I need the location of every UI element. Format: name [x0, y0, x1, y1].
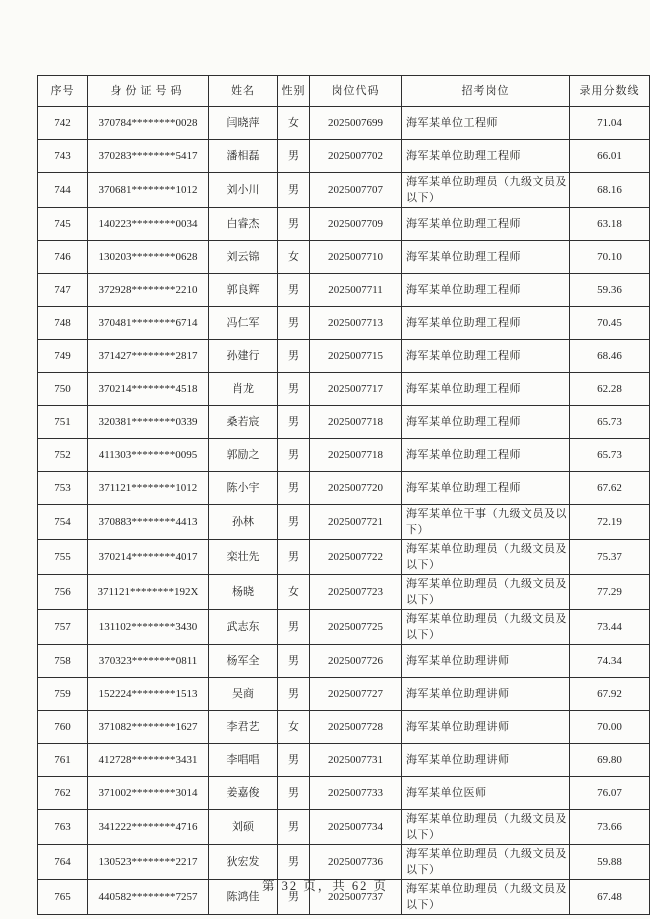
cell-position_code: 2025007718: [310, 406, 402, 439]
cell-name: 陈鸿佳: [209, 880, 278, 915]
column-header-gender: 性别: [278, 76, 310, 107]
cell-index: 746: [38, 241, 88, 274]
column-header-position: 招考岗位: [402, 76, 570, 107]
cell-position_code: 2025007728: [310, 711, 402, 744]
cell-position_code: 2025007721: [310, 505, 402, 540]
cell-score: 66.01: [570, 140, 650, 173]
cell-name: 陈小宇: [209, 472, 278, 505]
cell-position_code: 2025007702: [310, 140, 402, 173]
cell-id_number: 440582********7257: [88, 880, 209, 915]
cell-gender: 男: [278, 505, 310, 540]
cell-score: 68.16: [570, 173, 650, 208]
cell-name: 闫晓萍: [209, 107, 278, 140]
cell-score: 74.34: [570, 645, 650, 678]
cell-score: 73.66: [570, 810, 650, 845]
cell-id_number: 370323********0811: [88, 645, 209, 678]
cell-position_code: 2025007720: [310, 472, 402, 505]
table-row: [38, 845, 650, 880]
cell-position_code: 2025007734: [310, 810, 402, 845]
cell-index: 753: [38, 472, 88, 505]
cell-index: 757: [38, 610, 88, 645]
cell-id_number: 371082********1627: [88, 711, 209, 744]
cell-name: 武志东: [209, 610, 278, 645]
cell-position_code: 2025007711: [310, 274, 402, 307]
cell-gender: 男: [278, 406, 310, 439]
cell-position_code: 2025007723: [310, 575, 402, 610]
cell-gender: 男: [278, 340, 310, 373]
cell-index: 751: [38, 406, 88, 439]
cell-id_number: 152224********1513: [88, 678, 209, 711]
cell-id_number: 371427********2817: [88, 340, 209, 373]
cell-name: 李君艺: [209, 711, 278, 744]
cell-gender: 男: [278, 439, 310, 472]
table-row: [38, 274, 650, 307]
table-row: [38, 439, 650, 472]
table-row: [38, 340, 650, 373]
table-row: [38, 173, 650, 208]
cell-position: 海军某单位助理工程师: [402, 208, 570, 241]
table-row: [38, 810, 650, 845]
cell-name: 刘小川: [209, 173, 278, 208]
cell-position: 海军某单位助理讲师: [402, 744, 570, 777]
cell-position: 海军某单位助理工程师: [402, 439, 570, 472]
cell-name: 孙建行: [209, 340, 278, 373]
cell-score: 70.45: [570, 307, 650, 340]
table-row: [38, 241, 650, 274]
cell-score: 70.10: [570, 241, 650, 274]
cell-gender: 女: [278, 711, 310, 744]
column-header-index: 序号: [38, 76, 88, 107]
cell-gender: 女: [278, 241, 310, 274]
cell-index: 764: [38, 845, 88, 880]
cell-position: 海军某单位助理讲师: [402, 645, 570, 678]
cell-score: 63.18: [570, 208, 650, 241]
cell-id_number: 131102********3430: [88, 610, 209, 645]
cell-gender: 女: [278, 107, 310, 140]
cell-position: 海军某单位助理工程师: [402, 406, 570, 439]
cell-index: 759: [38, 678, 88, 711]
cell-name: 李唱唱: [209, 744, 278, 777]
cell-index: 744: [38, 173, 88, 208]
cell-id_number: 320381********0339: [88, 406, 209, 439]
cell-id_number: 130523********2217: [88, 845, 209, 880]
cell-position_code: 2025007699: [310, 107, 402, 140]
cell-index: 747: [38, 274, 88, 307]
cell-id_number: 370283********5417: [88, 140, 209, 173]
cell-id_number: 140223********0034: [88, 208, 209, 241]
table-row: [38, 777, 650, 810]
cell-position: 海军某单位助理员（九级文员及以下）: [402, 810, 570, 845]
cell-position_code: 2025007726: [310, 645, 402, 678]
cell-position: 海军某单位助理工程师: [402, 340, 570, 373]
cell-id_number: 370784********0028: [88, 107, 209, 140]
cell-score: 73.44: [570, 610, 650, 645]
table-row: [38, 307, 650, 340]
cell-name: 杨晓: [209, 575, 278, 610]
cell-id_number: 371121********192X: [88, 575, 209, 610]
cell-id_number: 370481********6714: [88, 307, 209, 340]
table-row: [38, 373, 650, 406]
cell-gender: 男: [278, 880, 310, 915]
score-table: [37, 75, 650, 915]
cell-id_number: 370681********1012: [88, 173, 209, 208]
cell-index: 760: [38, 711, 88, 744]
cell-position: 海军某单位助理讲师: [402, 711, 570, 744]
cell-position: 海军某单位助理工程师: [402, 373, 570, 406]
cell-name: 狄宏发: [209, 845, 278, 880]
cell-index: 743: [38, 140, 88, 173]
cell-position: 海军某单位助理工程师: [402, 307, 570, 340]
table-row: [38, 645, 650, 678]
column-header-score: 录用分数线: [570, 76, 650, 107]
cell-score: 75.37: [570, 540, 650, 575]
cell-id_number: 371002********3014: [88, 777, 209, 810]
cell-id_number: 412728********3431: [88, 744, 209, 777]
cell-score: 67.48: [570, 880, 650, 915]
table-row: [38, 140, 650, 173]
cell-index: 742: [38, 107, 88, 140]
cell-index: 750: [38, 373, 88, 406]
cell-id_number: 370214********4017: [88, 540, 209, 575]
table-body: [38, 107, 650, 915]
cell-name: 吴商: [209, 678, 278, 711]
cell-gender: 男: [278, 373, 310, 406]
cell-name: 刘硕: [209, 810, 278, 845]
cell-name: 杨军全: [209, 645, 278, 678]
cell-position_code: 2025007709: [310, 208, 402, 241]
cell-score: 59.88: [570, 845, 650, 880]
cell-score: 62.28: [570, 373, 650, 406]
cell-index: 761: [38, 744, 88, 777]
cell-index: 763: [38, 810, 88, 845]
cell-index: 756: [38, 575, 88, 610]
cell-score: 59.36: [570, 274, 650, 307]
cell-position: 海军某单位助理工程师: [402, 140, 570, 173]
cell-score: 69.80: [570, 744, 650, 777]
cell-id_number: 370214********4518: [88, 373, 209, 406]
cell-gender: 男: [278, 274, 310, 307]
cell-index: 765: [38, 880, 88, 915]
cell-score: 77.29: [570, 575, 650, 610]
cell-gender: 男: [278, 678, 310, 711]
cell-gender: 男: [278, 307, 310, 340]
cell-name: 姜嘉俊: [209, 777, 278, 810]
cell-position: 海军某单位助理员（九级文员及以下）: [402, 575, 570, 610]
cell-name: 刘云锦: [209, 241, 278, 274]
table-row: [38, 472, 650, 505]
cell-index: 752: [38, 439, 88, 472]
cell-index: 748: [38, 307, 88, 340]
table-row: [38, 711, 650, 744]
column-header-id_number: 身份证号码: [88, 76, 209, 107]
cell-index: 745: [38, 208, 88, 241]
cell-position_code: 2025007722: [310, 540, 402, 575]
cell-position: 海军某单位工程师: [402, 107, 570, 140]
cell-position_code: 2025007727: [310, 678, 402, 711]
cell-score: 70.00: [570, 711, 650, 744]
table-row: [38, 540, 650, 575]
cell-name: 郭励之: [209, 439, 278, 472]
cell-position: 海军某单位助理员（九级文员及以下）: [402, 845, 570, 880]
cell-id_number: 370883********4413: [88, 505, 209, 540]
cell-score: 67.92: [570, 678, 650, 711]
cell-name: 潘相磊: [209, 140, 278, 173]
cell-gender: 男: [278, 173, 310, 208]
column-header-name: 姓名: [209, 76, 278, 107]
cell-name: 郭良辉: [209, 274, 278, 307]
cell-position_code: 2025007707: [310, 173, 402, 208]
cell-score: 71.04: [570, 107, 650, 140]
table-row: [38, 505, 650, 540]
table-row: [38, 610, 650, 645]
cell-position_code: 2025007715: [310, 340, 402, 373]
cell-position: 海军某单位助理员（九级文员及以下）: [402, 173, 570, 208]
cell-gender: 男: [278, 610, 310, 645]
cell-index: 749: [38, 340, 88, 373]
cell-name: 孙林: [209, 505, 278, 540]
cell-score: 76.07: [570, 777, 650, 810]
cell-gender: 男: [278, 208, 310, 241]
cell-score: 65.73: [570, 406, 650, 439]
cell-position_code: 2025007733: [310, 777, 402, 810]
table-row: [38, 107, 650, 140]
cell-score: 65.73: [570, 439, 650, 472]
cell-position_code: 2025007725: [310, 610, 402, 645]
table-row: [38, 208, 650, 241]
cell-position: 海军某单位助理员（九级文员及以下）: [402, 880, 570, 915]
cell-position: 海军某单位助理员（九级文员及以下）: [402, 540, 570, 575]
cell-index: 754: [38, 505, 88, 540]
cell-position_code: 2025007737: [310, 880, 402, 915]
cell-position_code: 2025007710: [310, 241, 402, 274]
cell-position: 海军某单位助理讲师: [402, 678, 570, 711]
table-row: [38, 744, 650, 777]
table-row: [38, 678, 650, 711]
cell-gender: 男: [278, 744, 310, 777]
cell-score: 68.46: [570, 340, 650, 373]
cell-position_code: 2025007718: [310, 439, 402, 472]
cell-score: 72.19: [570, 505, 650, 540]
cell-position_code: 2025007736: [310, 845, 402, 880]
cell-name: 桑若宸: [209, 406, 278, 439]
table-row: [38, 575, 650, 610]
table-header: [38, 76, 650, 107]
cell-gender: 男: [278, 777, 310, 810]
column-header-position_code: 岗位代码: [310, 76, 402, 107]
cell-name: 冯仁军: [209, 307, 278, 340]
cell-position_code: 2025007713: [310, 307, 402, 340]
cell-position: 海军某单位干事（九级文员及以下）: [402, 505, 570, 540]
cell-name: 白睿杰: [209, 208, 278, 241]
cell-gender: 男: [278, 472, 310, 505]
cell-gender: 女: [278, 575, 310, 610]
cell-id_number: 411303********0095: [88, 439, 209, 472]
cell-position: 海军某单位助理工程师: [402, 274, 570, 307]
table-row: [38, 406, 650, 439]
cell-position: 海军某单位助理工程师: [402, 472, 570, 505]
cell-gender: 男: [278, 810, 310, 845]
cell-name: 栾壮先: [209, 540, 278, 575]
header-row: [38, 76, 650, 107]
cell-position_code: 2025007717: [310, 373, 402, 406]
page-footer: 第 32 页，共 62 页: [261, 879, 388, 893]
cell-position_code: 2025007731: [310, 744, 402, 777]
cell-id_number: 371121********1012: [88, 472, 209, 505]
cell-index: 762: [38, 777, 88, 810]
cell-id_number: 130203********0628: [88, 241, 209, 274]
cell-index: 758: [38, 645, 88, 678]
cell-name: 肖龙: [209, 373, 278, 406]
cell-id_number: 372928********2210: [88, 274, 209, 307]
cell-gender: 男: [278, 140, 310, 173]
cell-gender: 男: [278, 540, 310, 575]
cell-index: 755: [38, 540, 88, 575]
score-table-container: [37, 75, 640, 915]
cell-position: 海军某单位医师: [402, 777, 570, 810]
cell-score: 67.62: [570, 472, 650, 505]
cell-id_number: 341222********4716: [88, 810, 209, 845]
cell-position: 海军某单位助理员（九级文员及以下）: [402, 610, 570, 645]
cell-position: 海军某单位助理工程师: [402, 241, 570, 274]
cell-gender: 男: [278, 645, 310, 678]
cell-gender: 男: [278, 845, 310, 880]
